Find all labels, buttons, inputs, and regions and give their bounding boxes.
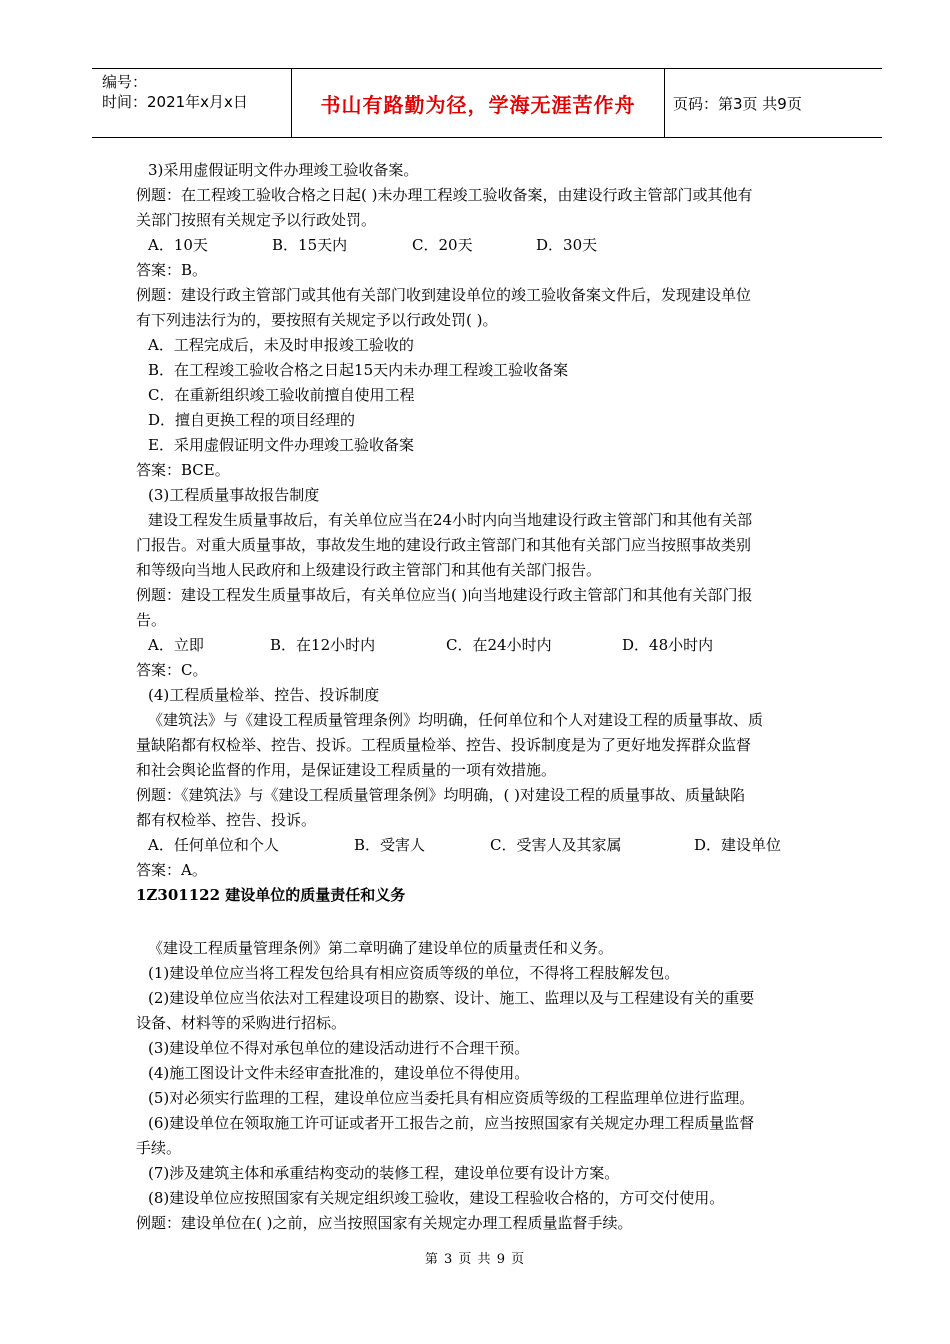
option-c: C．20天 bbox=[412, 236, 473, 254]
option-a: A．立即 bbox=[148, 636, 204, 654]
question-text: 关部门按照有关规定予以行政处罚。 bbox=[136, 211, 377, 229]
answer-text: 答案：A。 bbox=[136, 861, 207, 879]
paragraph-line: 建设工程发生质量事故后，有关单位应当在24小时内向当地建设行政主管部门和其他有关部 bbox=[148, 511, 753, 529]
list-item: (7)涉及建筑主体和承重结构变动的装修工程，建设单位要有设计方案。 bbox=[148, 1164, 620, 1182]
option-d: D．建设单位 bbox=[694, 836, 782, 854]
paragraph-line: 《建设工程质量管理条例》第二章明确了建设单位的质量责任和义务。 bbox=[148, 939, 614, 957]
list-item: (6)建设单位在领取施工许可证或者开工报告之前，应当按照国家有关规定办理工程质量监督 bbox=[148, 1114, 755, 1132]
doc-number-label: 编号： bbox=[102, 73, 148, 91]
option-a: A．工程完成后，未及时申报竣工验收的 bbox=[148, 336, 414, 354]
list-item-continued: 手续。 bbox=[136, 1139, 182, 1157]
list-item: (5)对必须实行监理的工程，建设单位应当委托具有相应资质等级的工程监理单位进行监理。 bbox=[148, 1089, 755, 1107]
list-item: (8)建设单位应按照国家有关规定组织竣工验收，建设工程验收合格的，方可交付使用。 bbox=[148, 1189, 725, 1207]
document-body bbox=[136, 158, 841, 1236]
question-text: 都有权检举、控告、投诉。 bbox=[136, 811, 317, 829]
answer-text: 答案：B。 bbox=[136, 261, 208, 279]
question-options bbox=[136, 633, 841, 658]
option-d: D．48小时内 bbox=[622, 636, 714, 654]
question-options bbox=[136, 833, 841, 858]
header-motto: 书山有路勤为径，学海无涯苦作舟 bbox=[320, 92, 636, 117]
subsection-heading: (4)工程质量检举、控告、投诉制度 bbox=[148, 686, 380, 704]
paragraph-line: 量缺陷都有权检举、控告、投诉。工程质量检举、控告、投诉制度是为了更好地发挥群众监督 bbox=[136, 736, 752, 754]
question-text: 例题：在工程竣工验收合格之日起( )未办理工程竣工验收备案，由建设行政主管部门或其他有 bbox=[136, 186, 753, 204]
question-text: 有下列违法行为的，要按照有关规定予以行政处罚( )。 bbox=[136, 311, 498, 329]
header-page-info: 页码：第3页 共9页 bbox=[673, 94, 802, 113]
option-e: E．采用虚假证明文件办理竣工验收备案 bbox=[148, 436, 414, 454]
list-item-continued: 设备、材料等的采购进行招标。 bbox=[136, 1014, 347, 1032]
option-b: B．在12小时内 bbox=[270, 636, 376, 654]
paragraph-line: 和社会舆论监督的作用，是保证建设工程质量的一项有效措施。 bbox=[136, 761, 557, 779]
list-item: (4)施工图设计文件未经审查批准的，建设单位不得使用。 bbox=[148, 1064, 530, 1082]
list-item: (1)建设单位应当将工程发包给具有相应资质等级的单位，不得将工程肢解发包。 bbox=[148, 964, 680, 982]
doc-date: 时间：2021年x月x日 bbox=[102, 93, 248, 111]
question-text: 例题：建设单位在( )之前，应当按照国家有关规定办理工程质量监督手续。 bbox=[136, 1214, 633, 1232]
option-b: B．15天内 bbox=[272, 236, 348, 254]
section-heading: 1Z301122 建设单位的质量责任和义务 bbox=[136, 886, 406, 904]
list-item: (3)建设单位不得对承包单位的建设活动进行不合理干预。 bbox=[148, 1039, 530, 1057]
question-text: 例题：《建筑法》与《建设工程质量管理条例》均明确，( )对建设工程的质量事故、质量缺陷 bbox=[136, 786, 745, 804]
header-motto-cell bbox=[292, 69, 665, 137]
page-footer: 第 3 页 共 9 页 bbox=[424, 1252, 526, 1267]
option-a: A．任何单位和个人 bbox=[148, 836, 279, 854]
option-d: D．擅自更换工程的项目经理的 bbox=[148, 411, 356, 429]
option-c: C．在重新组织竣工验收前擅自使用工程 bbox=[148, 386, 415, 404]
subsection-heading: (3)工程质量事故报告制度 bbox=[148, 486, 320, 504]
option-c: C．受害人及其家属 bbox=[490, 836, 622, 854]
list-item: (2)建设单位应当依法对工程建设项目的勘察、设计、施工、监理以及与工程建设有关的重要 bbox=[148, 989, 755, 1007]
paragraph-line: 和等级向当地人民政府和上级建设行政主管部门和其他有关部门报告。 bbox=[136, 561, 602, 579]
option-a: A．10天 bbox=[148, 236, 208, 254]
option-b: B．在工程竣工验收合格之日起15天内未办理工程竣工验收备案 bbox=[148, 361, 569, 379]
page-header bbox=[92, 68, 882, 138]
option-b: B．受害人 bbox=[354, 836, 426, 854]
question-text: 告。 bbox=[136, 611, 167, 629]
question-text: 例题：建设行政主管部门或其他有关部门收到建设单位的竣工验收备案文件后，发现建设单位 bbox=[136, 286, 752, 304]
text-line: 3)采用虚假证明文件办理竣工验收备案。 bbox=[148, 161, 419, 179]
answer-text: 答案：C。 bbox=[136, 661, 208, 679]
paragraph-line: 《建筑法》与《建设工程质量管理条例》均明确，任何单位和个人对建设工程的质量事故、质 bbox=[148, 711, 764, 729]
paragraph-line: 门报告。对重大质量事故，事故发生地的建设行政主管部门和其他有关部门应当按照事故类别 bbox=[136, 536, 752, 554]
answer-text: 答案：BCE。 bbox=[136, 461, 230, 479]
question-options bbox=[136, 233, 841, 258]
question-text: 例题：建设工程发生质量事故后，有关单位应当( )向当地建设行政主管部门和其他有关部门报 bbox=[136, 586, 753, 604]
option-c: C．在24小时内 bbox=[446, 636, 552, 654]
header-meta bbox=[92, 69, 292, 137]
option-d: D．30天 bbox=[536, 236, 598, 254]
